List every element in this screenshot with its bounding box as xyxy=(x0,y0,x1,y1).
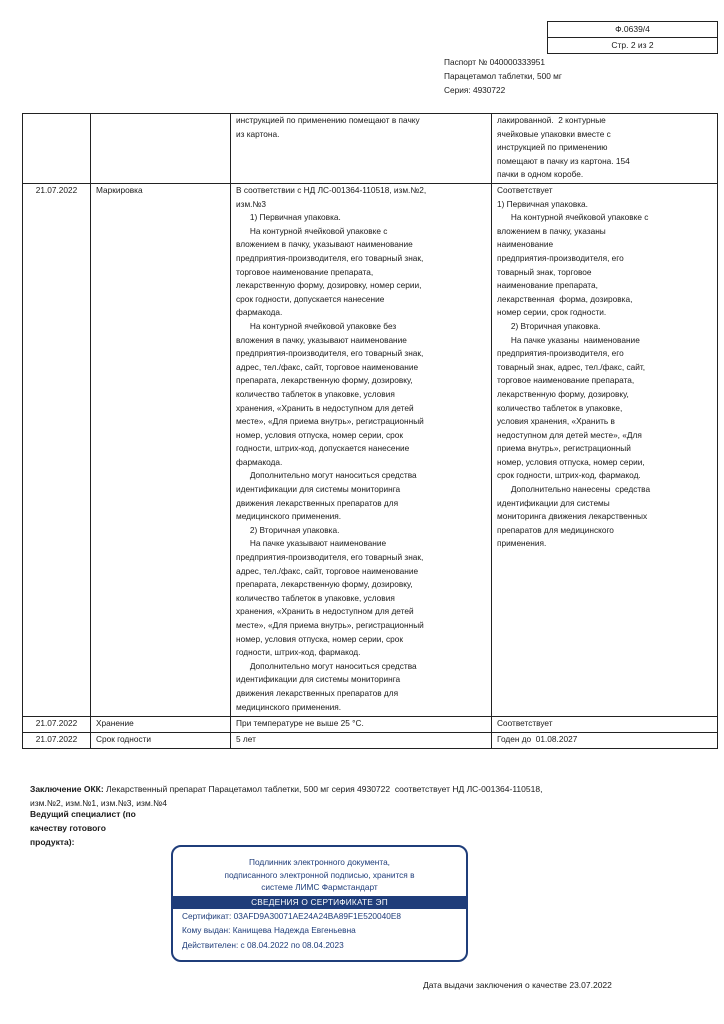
page-number: Стр. 2 из 2 xyxy=(548,37,717,53)
series-number: Серия: 4930722 xyxy=(444,85,506,95)
row-requirement: При температуре не выше 25 °С. xyxy=(231,717,492,733)
certificate-header: СВЕДЕНИЯ О СЕРТИФИКАТЕ ЭП xyxy=(173,896,466,909)
qc-conclusion xyxy=(30,782,590,810)
form-code-box xyxy=(547,21,718,54)
certificate-owner: Кому выдан: Канищева Надежда Евгеньевна xyxy=(182,925,356,935)
row-name: Маркировка xyxy=(91,184,231,717)
form-code: Ф.0639/4 xyxy=(615,24,650,34)
row-result: лакированной. 2 контурные ячейковые упаковки вместе с инструкцией по применению помещают в пачку из картона. 154 пачки в одном коробе. xyxy=(492,114,718,184)
row-name: Срок годности xyxy=(91,733,231,749)
stamp-title xyxy=(173,856,466,894)
lead-specialist-label: Ведущий специалист (по качеству готового продукта): xyxy=(30,809,136,847)
table-row xyxy=(23,184,718,717)
product-name: Парацетамол таблетки, 500 мг xyxy=(444,71,562,81)
certificate-validity: Действителен: с 08.04.2022 по 08.04.2023 xyxy=(182,939,344,950)
stamp-line: системе ЛИМС Фармстандарт xyxy=(261,882,378,892)
e-signature-stamp xyxy=(171,845,468,962)
stamp-line: подписанного электронной подписью, хранится в xyxy=(224,869,415,880)
row-date xyxy=(23,114,91,184)
test-results-table xyxy=(22,113,718,749)
row-date: 21.07.2022 xyxy=(23,184,91,717)
conclusion-text: Лекарственный препарат Парацетамол таблетки, 500 мг серия 4930722 соответствует НД ЛС-001364-110518, изм.№2, изм.№1, изм.№3, изм.№4 xyxy=(30,784,543,808)
passport-info xyxy=(444,55,562,97)
row-date: 21.07.2022 xyxy=(23,717,91,733)
row-date: 21.07.2022 xyxy=(23,733,91,749)
row-requirement: В соответствии с НД ЛС-001364-110518, изм.№2, изм.№3 1) Первичная упаковка. На контурной ячейковой упаковке с вложением в пачку, указывают наименование предприятия-производителя, его товарный знак, торговое наименование препарата, лекарственную форму, дозировку, номер серии, срок годности, допускается нанесение фармакода. На контурной ячейковой упаковке без вложения в пачку, указывают наименование предприятия-производителя, его товарный знак, адрес, тел./факс, сайт, торговое наименование препарата, лекарственную форму, дозировку, количество таблеток в упаковке, условия хранения, «Хранить в недоступном для детей месте», «Для приема внутрь», регистрационный номер, условия отпуска, номер серии, срок годности, штрих-код, допускается нанесение фармакода. Дополнительно могут наноситься средства идентификации для системы мониторинга движения лекарственных препаратов для медицинского применения. 2) Вторичная упаковка. На пачке указывают наименование предприятия-производителя, его товарный знак, адрес, тел./факс, сайт, торговое наименование препарата, лекарственную форму, дозировку, количество таблеток в упаковке, условия хранения, «Хранить в недоступном для детей месте», «Для приема внутрь», регистрационный номер, условия отпуска, номер серии, срок годности, штрих-код, фармакод. Дополнительно могут наноситься средства идентификации для системы мониторинга движения лекарственных препаратов для медицинского применения. xyxy=(231,184,492,717)
passport-number: Паспорт № 040000333951 xyxy=(444,57,545,67)
table-row xyxy=(23,717,718,733)
table-row xyxy=(23,114,718,184)
table-row xyxy=(23,733,718,749)
row-result: Соответствует 1) Первичная упаковка. На контурной ячейковой упаковке с вложением в пачку, указаны наименование предприятия-производителя, его товарный знак, торговое наименование препарата, лекарственная форма, дозировка, номер серии, срок годности. 2) Вторичная упаковка. На пачке указаны наименование предприятия-производителя, его товарный знак, адрес, тел./факс, сайт, торговое наименование препарата, лекарственную форму, дозировку, количество таблеток в упаковке, условия хранения, «Хранить в недоступном для детей месте», «Для приема внутрь», регистрационный номер, условия отпуска, номер серии, срок годности, штрих-код, фармакод. Дополнительно нанесены средства идентификации для системы мониторинга движения лекарственных препаратов для медицинского применения. xyxy=(492,184,718,717)
stamp-line: Подлинник электронного документа, xyxy=(248,857,390,867)
certificate-number: Сертификат: 03AFD9A30071AE24A24BA89F1E520040E8 xyxy=(182,910,402,921)
row-name xyxy=(91,114,231,184)
row-requirement: 5 лет xyxy=(231,733,492,749)
row-result: Годен до 01.08.2027 xyxy=(492,733,718,749)
conclusion-label: Заключение ОКК: xyxy=(30,784,104,794)
row-requirement: инструкцией по применению помещают в пачку из картона. xyxy=(231,114,492,184)
row-name: Хранение xyxy=(91,717,231,733)
issue-date: Дата выдачи заключения о качестве 23.07.2022 xyxy=(423,980,612,990)
row-result: Соответствует xyxy=(492,717,718,733)
